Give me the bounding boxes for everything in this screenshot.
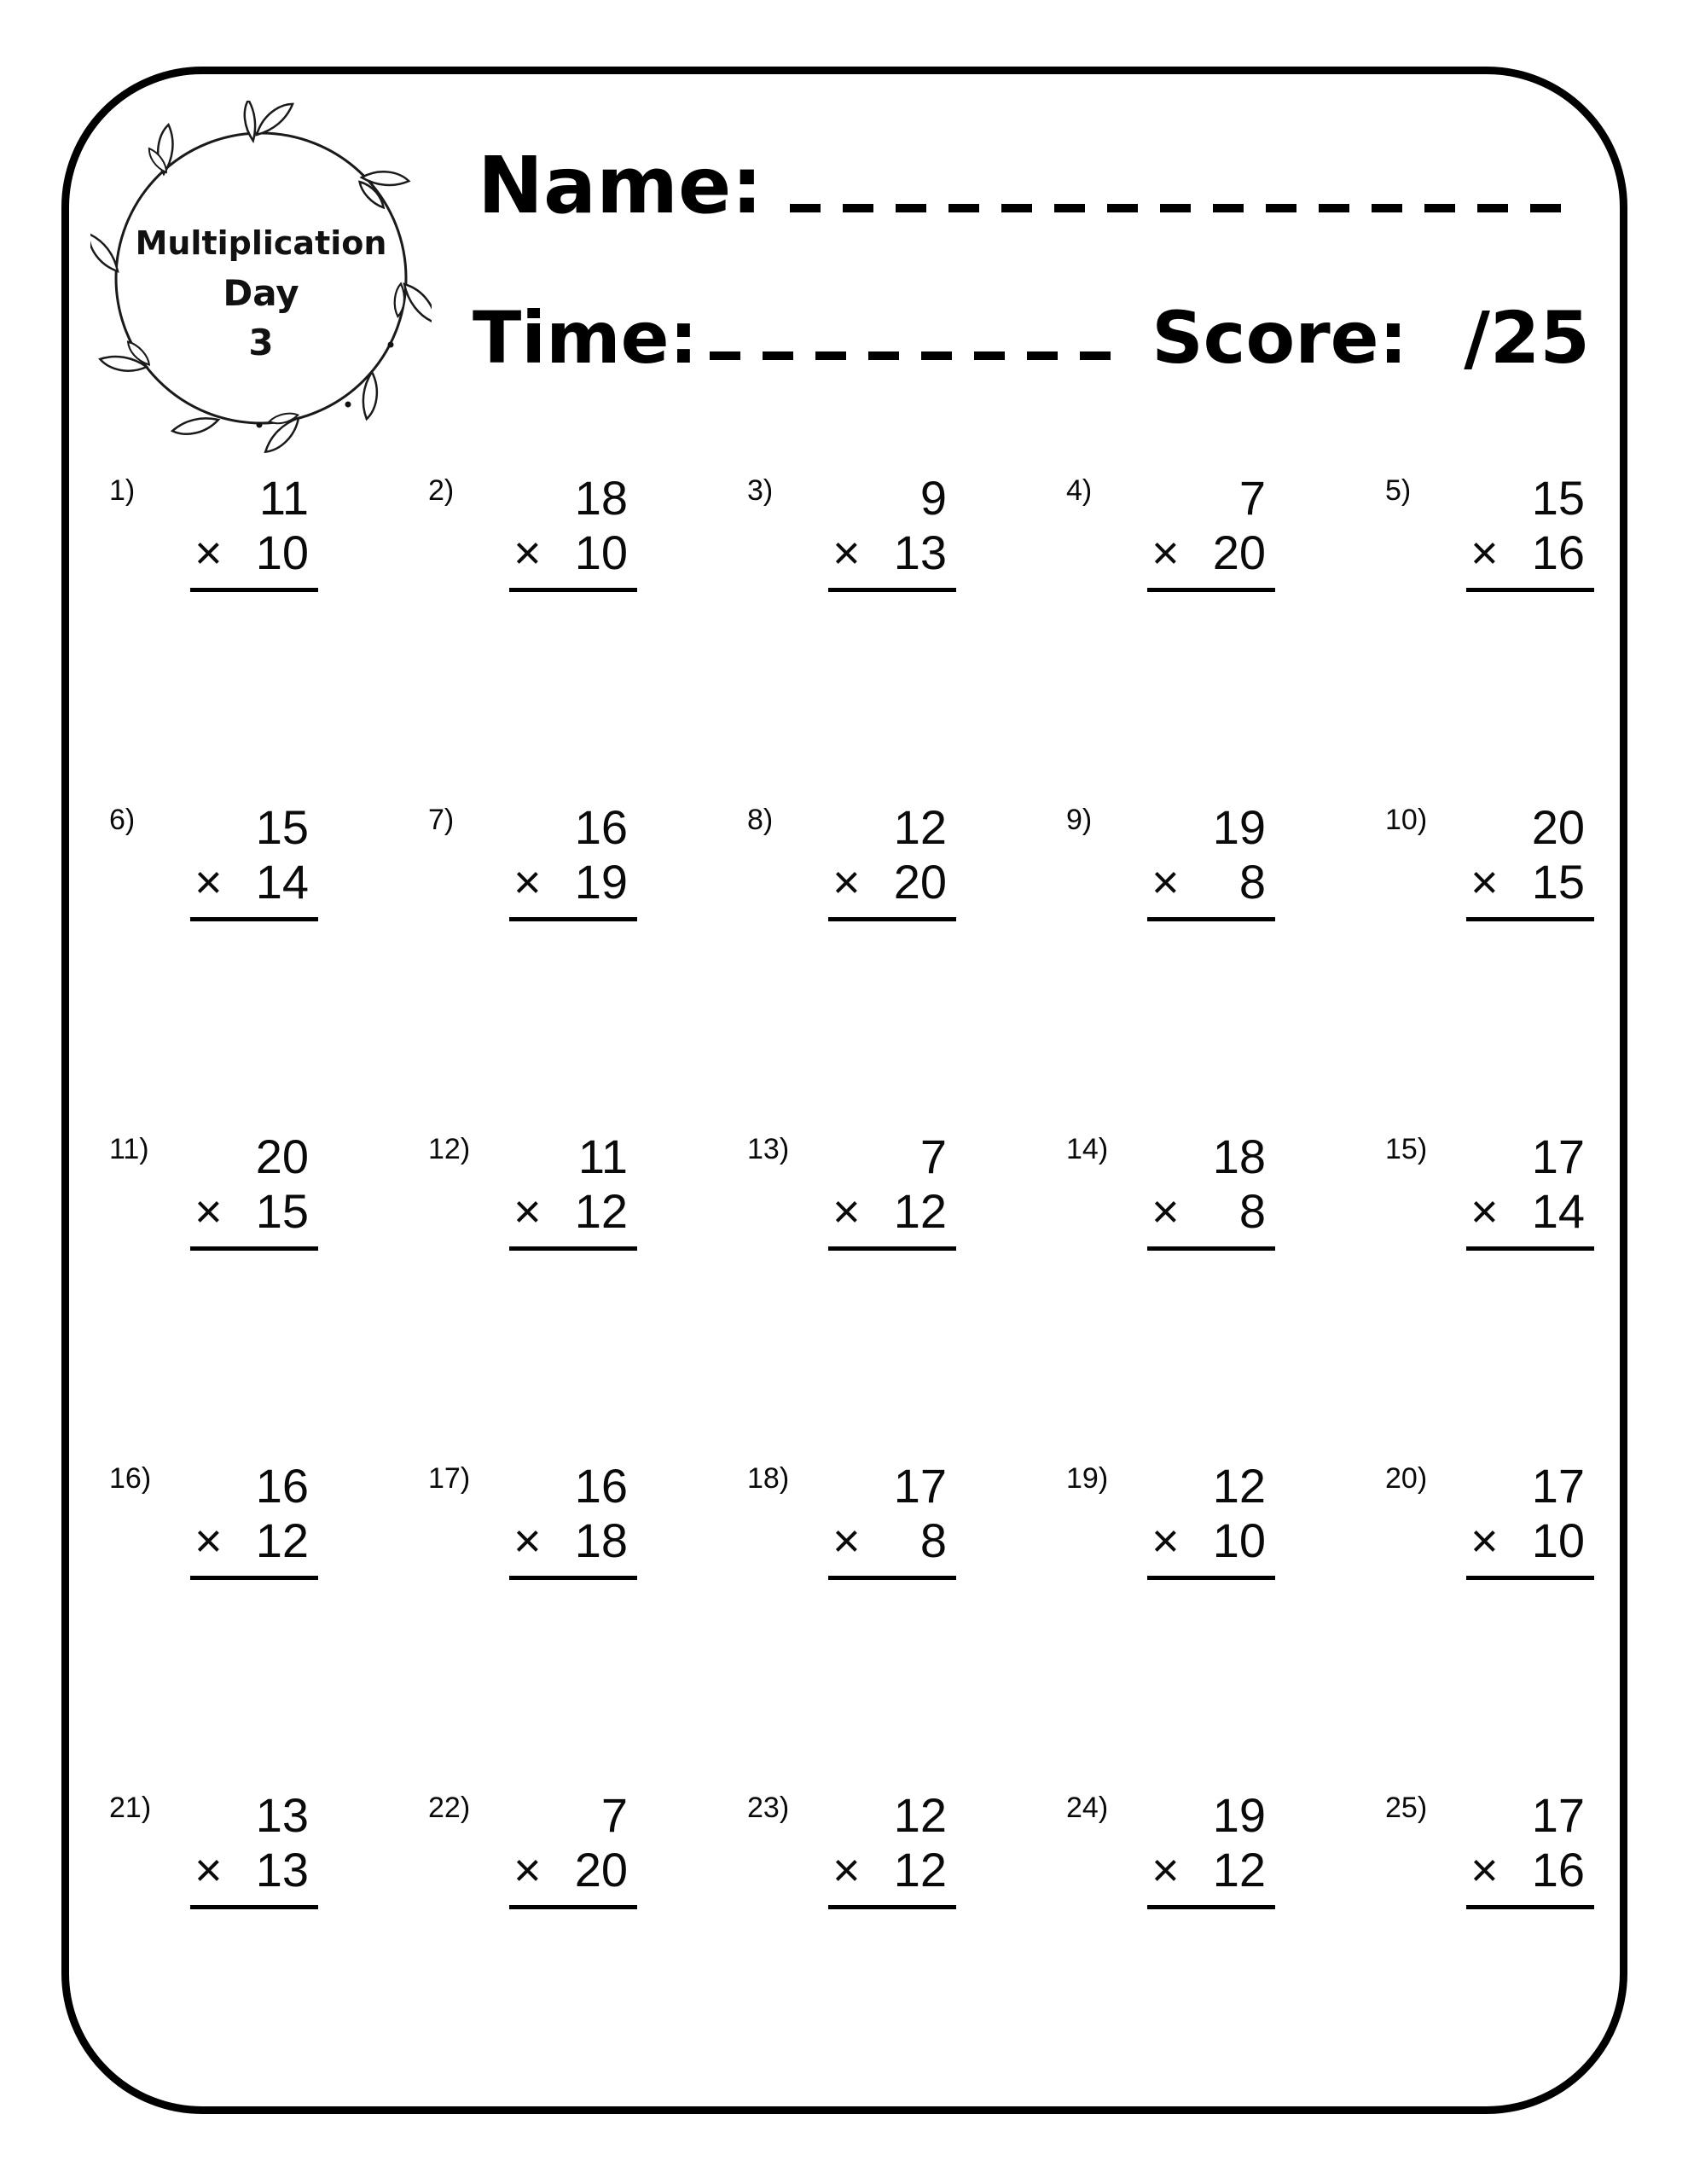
multiplicand: 17 — [893, 1459, 947, 1513]
problem — [428, 1130, 747, 1459]
multiply-sign: × — [832, 1843, 861, 1896]
answer-line[interactable] — [509, 917, 637, 921]
wreath-logo — [90, 101, 432, 459]
problem — [1385, 1459, 1688, 1788]
multiply-sign: × — [832, 1184, 861, 1238]
multiplicand: 16 — [255, 1459, 309, 1513]
multiply-sign: × — [1470, 1843, 1499, 1896]
problem-number: 8) — [747, 804, 774, 836]
answer-line[interactable] — [1147, 917, 1275, 921]
multiplicand: 12 — [893, 1788, 947, 1842]
problem-number: 3) — [747, 474, 774, 507]
multiplier: 14 — [1531, 1184, 1585, 1238]
problem-body — [1151, 800, 1271, 921]
multiply-sign: × — [194, 1184, 223, 1238]
time-label: Time: — [473, 296, 699, 380]
multiplier: 20 — [1212, 526, 1266, 579]
multiplier: 20 — [893, 855, 947, 909]
multiplier: 15 — [255, 1184, 309, 1238]
answer-line[interactable] — [509, 1246, 637, 1251]
multiplier: 15 — [1531, 855, 1585, 909]
problem-number: 23) — [747, 1792, 790, 1824]
problem-number: 24) — [1066, 1792, 1109, 1824]
answer-line[interactable] — [190, 1246, 318, 1251]
multiplier: 10 — [1212, 1513, 1266, 1567]
multiplier: 10 — [574, 526, 628, 579]
answer-line[interactable] — [1466, 588, 1594, 592]
answer-line[interactable] — [828, 917, 956, 921]
answer-line[interactable] — [1466, 1905, 1594, 1909]
problem-number: 12) — [428, 1133, 471, 1165]
problem-body — [194, 471, 314, 592]
problem-number: 15) — [1385, 1133, 1428, 1165]
problem-number: 21) — [109, 1792, 152, 1824]
problem-number: 5) — [1385, 474, 1412, 507]
multiply-sign: × — [194, 855, 223, 909]
answer-line[interactable] — [1147, 588, 1275, 592]
multiply-sign: × — [1151, 526, 1180, 579]
problem — [109, 1130, 428, 1459]
problem-body — [513, 1459, 633, 1580]
problem — [1066, 1459, 1385, 1788]
problem — [1066, 471, 1385, 800]
problem-number: 4) — [1066, 474, 1093, 507]
problem-body — [513, 1130, 633, 1251]
problem-body — [1151, 1788, 1271, 1909]
problem-body — [1470, 1130, 1590, 1251]
multiplier: 12 — [893, 1843, 947, 1896]
name-label: Name: — [478, 140, 763, 231]
problem-body — [1470, 1788, 1590, 1909]
multiplicand: 7 — [600, 1788, 628, 1842]
answer-line[interactable] — [828, 588, 956, 592]
problem-number: 19) — [1066, 1462, 1109, 1495]
answer-line[interactable] — [828, 1576, 956, 1580]
multiplier: 10 — [255, 526, 309, 579]
answer-line[interactable] — [1147, 1246, 1275, 1251]
problem-number: 25) — [1385, 1792, 1428, 1824]
multiply-sign: × — [1470, 1184, 1499, 1238]
multiply-sign: × — [194, 1513, 223, 1567]
multiply-sign: × — [1470, 526, 1499, 579]
problem — [747, 1788, 1066, 2117]
problem — [428, 1788, 747, 2117]
multiplicand: 17 — [1531, 1788, 1585, 1842]
problem-body — [832, 471, 952, 592]
logo-line-1: Multiplication — [135, 224, 387, 262]
problem — [1385, 1130, 1688, 1459]
multiply-sign: × — [513, 1843, 542, 1896]
problem — [747, 800, 1066, 1130]
problem-number: 22) — [428, 1792, 471, 1824]
answer-line[interactable] — [509, 588, 637, 592]
multiply-sign: × — [1151, 855, 1180, 909]
score-label: Score: — [1151, 296, 1408, 380]
logo-line-3: 3 — [248, 322, 274, 363]
problem-number: 2) — [428, 474, 455, 507]
multiplier: 13 — [893, 526, 947, 579]
problem — [428, 1459, 747, 1788]
problem-number: 20) — [1385, 1462, 1428, 1495]
multiply-sign: × — [1151, 1513, 1180, 1567]
multiplicand: 11 — [258, 471, 309, 525]
multiplicand: 16 — [574, 800, 628, 854]
answer-line[interactable] — [1147, 1905, 1275, 1909]
problem-number: 10) — [1385, 804, 1428, 836]
multiplier: 19 — [574, 855, 628, 909]
problem-body — [194, 800, 314, 921]
multiply-sign: × — [194, 526, 223, 579]
multiplier: 12 — [893, 1184, 947, 1238]
answer-line[interactable] — [1466, 1576, 1594, 1580]
problem-body — [1470, 471, 1590, 592]
problem-number: 11) — [109, 1133, 149, 1165]
multiply-sign: × — [194, 1843, 223, 1896]
problem-number: 14) — [1066, 1133, 1109, 1165]
multiply-sign: × — [1151, 1184, 1180, 1238]
problem-number: 17) — [428, 1462, 471, 1495]
problem — [1066, 1788, 1385, 2117]
problem-body — [194, 1788, 314, 1909]
problem-number: 18) — [747, 1462, 790, 1495]
problem-number: 16) — [109, 1462, 152, 1495]
answer-line[interactable] — [190, 1905, 318, 1909]
multiplier: 18 — [574, 1513, 628, 1567]
multiplier: 14 — [255, 855, 309, 909]
problem-body — [1151, 1130, 1271, 1251]
multiplier: 10 — [1531, 1513, 1585, 1567]
problem-body — [194, 1459, 314, 1580]
multiply-sign: × — [513, 1513, 542, 1567]
problem — [109, 1788, 428, 2117]
multiplicand: 7 — [919, 1130, 947, 1183]
multiplicand: 20 — [255, 1130, 309, 1183]
multiplicand: 9 — [919, 471, 947, 525]
multiplier: 16 — [1531, 526, 1585, 579]
problem-number: 9) — [1066, 804, 1093, 836]
answer-line[interactable] — [190, 588, 318, 592]
problem — [747, 471, 1066, 800]
problem — [1385, 1788, 1688, 2117]
name-fill-in-line[interactable] — [790, 204, 1580, 212]
answer-line[interactable] — [190, 1576, 318, 1580]
multiply-sign: × — [1470, 855, 1499, 909]
multiplicand: 15 — [1531, 471, 1585, 525]
name-row — [478, 140, 1580, 231]
multiplicand: 19 — [1212, 800, 1266, 854]
problem — [747, 1459, 1066, 1788]
answer-line[interactable] — [509, 1576, 637, 1580]
answer-line[interactable] — [828, 1905, 956, 1909]
problem — [1066, 800, 1385, 1130]
problem — [1385, 800, 1688, 1130]
problem — [109, 1459, 428, 1788]
multiplicand: 12 — [893, 800, 947, 854]
problem-body — [1151, 471, 1271, 592]
multiply-sign: × — [832, 526, 861, 579]
multiplier: 12 — [574, 1184, 628, 1238]
multiply-sign: × — [513, 526, 542, 579]
multiplicand: 20 — [1531, 800, 1585, 854]
problem-body — [832, 1788, 952, 1909]
logo-line-2: Day — [223, 272, 299, 314]
multiplier: 16 — [1531, 1843, 1585, 1896]
time-row — [473, 296, 1590, 380]
multiply-sign: × — [513, 855, 542, 909]
problem-body — [513, 1788, 633, 1909]
problem-body — [513, 471, 633, 592]
multiplier: 8 — [1238, 1184, 1266, 1238]
multiplier: 8 — [1238, 855, 1266, 909]
multiplicand: 15 — [255, 800, 309, 854]
problem — [109, 800, 428, 1130]
multiplicand: 19 — [1212, 1788, 1266, 1842]
problem — [1385, 471, 1688, 800]
problem-body — [832, 1459, 952, 1580]
problems-grid — [109, 471, 1688, 2117]
multiplier: 20 — [574, 1843, 628, 1896]
multiplicand: 11 — [577, 1130, 628, 1183]
multiplicand: 17 — [1531, 1459, 1585, 1513]
answer-line[interactable] — [509, 1905, 637, 1909]
multiplier: 8 — [919, 1513, 947, 1567]
multiply-sign: × — [1151, 1843, 1180, 1896]
problem — [428, 471, 747, 800]
answer-line[interactable] — [1147, 1576, 1275, 1580]
multiply-sign: × — [513, 1184, 542, 1238]
multiplier: 12 — [1212, 1843, 1266, 1896]
time-fill-in-line[interactable] — [710, 351, 1116, 360]
multiply-sign: × — [1470, 1513, 1499, 1567]
problem — [1066, 1130, 1385, 1459]
problem — [428, 800, 747, 1130]
multiplicand: 16 — [574, 1459, 628, 1513]
multiply-sign: × — [832, 1513, 861, 1567]
answer-line[interactable] — [190, 917, 318, 921]
problem-number: 7) — [428, 804, 455, 836]
multiplier: 13 — [255, 1843, 309, 1896]
multiplicand: 18 — [574, 471, 628, 525]
problem-number: 13) — [747, 1133, 790, 1165]
answer-line[interactable] — [1466, 1246, 1594, 1251]
multiplicand: 17 — [1531, 1130, 1585, 1183]
multiplier: 12 — [255, 1513, 309, 1567]
answer-line[interactable] — [828, 1246, 956, 1251]
problem — [747, 1130, 1066, 1459]
problem-number: 1) — [109, 474, 136, 507]
problem-body — [1151, 1459, 1271, 1580]
multiplicand: 12 — [1212, 1459, 1266, 1513]
problem-body — [513, 800, 633, 921]
score-value: /25 — [1464, 296, 1590, 380]
multiply-sign: × — [832, 855, 861, 909]
multiplicand: 7 — [1238, 471, 1266, 525]
problem-body — [832, 1130, 952, 1251]
problem-body — [194, 1130, 314, 1251]
problem-body — [1470, 800, 1590, 921]
answer-line[interactable] — [1466, 917, 1594, 921]
problem-body — [1470, 1459, 1590, 1580]
problem-body — [832, 800, 952, 921]
multiplicand: 13 — [255, 1788, 309, 1842]
problem-number: 6) — [109, 804, 136, 836]
multiplicand: 18 — [1212, 1130, 1266, 1183]
problem — [109, 471, 428, 800]
